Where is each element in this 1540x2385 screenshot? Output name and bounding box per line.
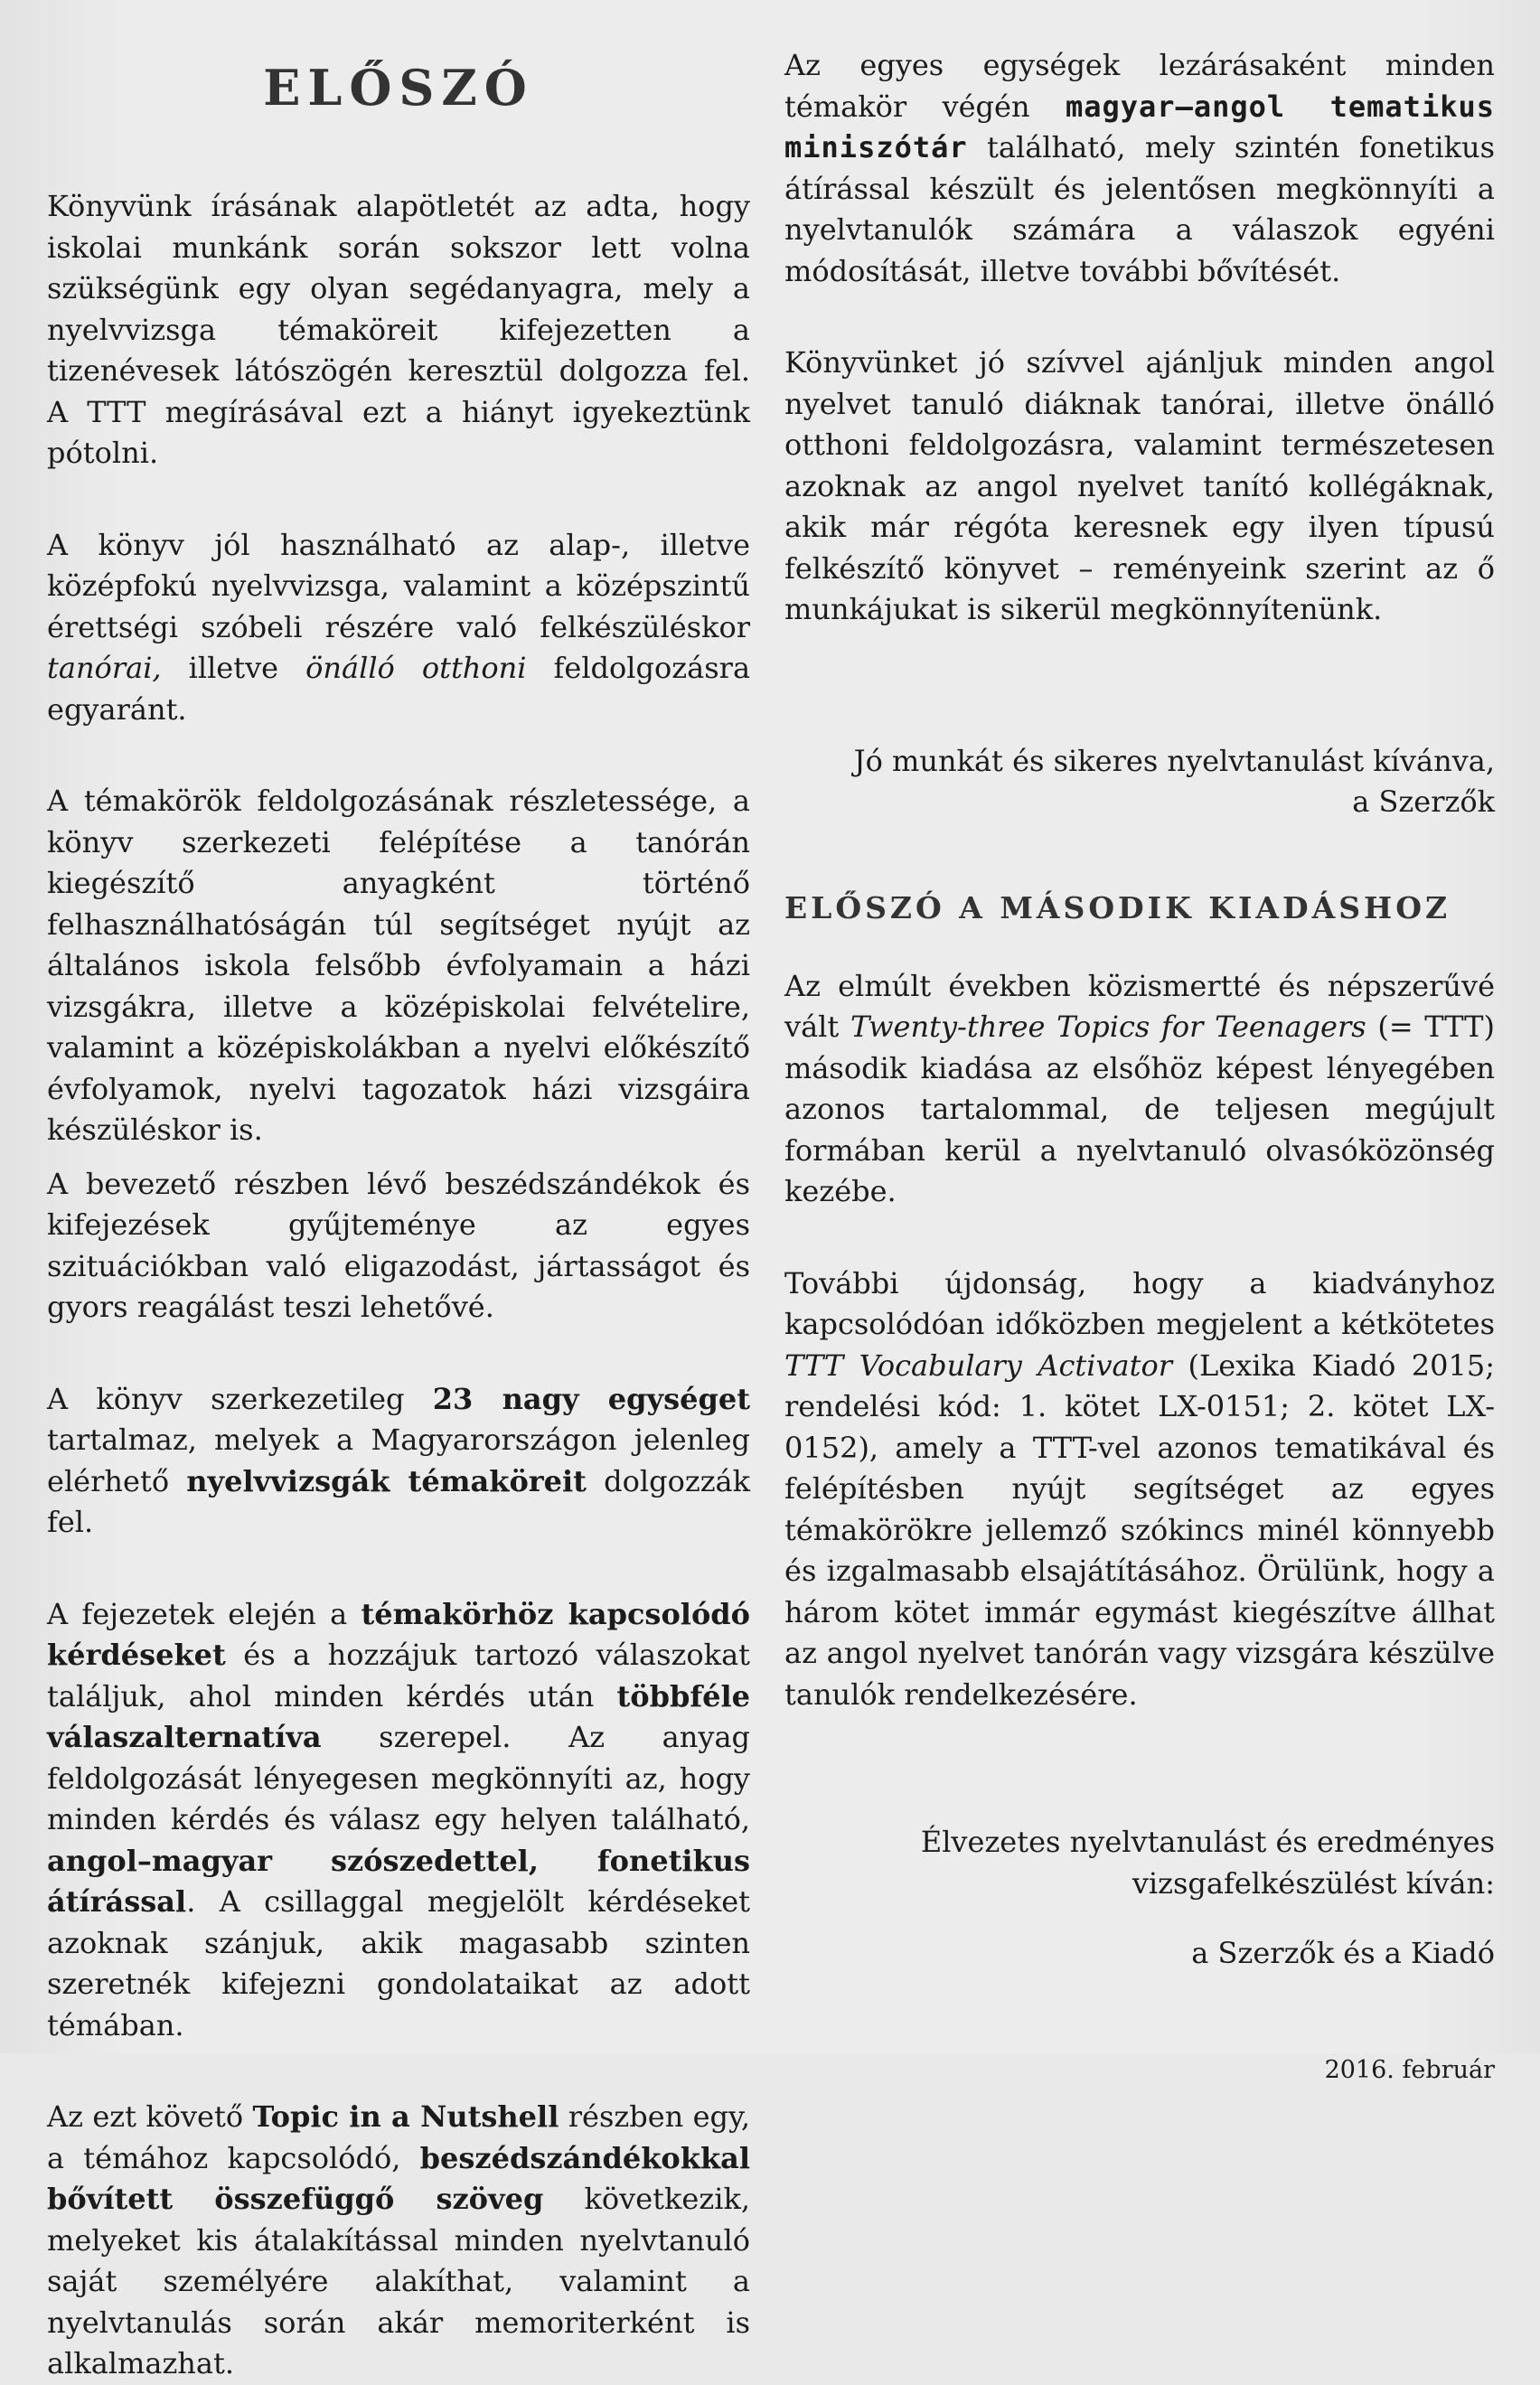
paragraph-structure: A témakörök feldolgozásának részletessége, a könyv szerkezeti felépítése a tanórán kiegészítő anyagként történő felhasználhatóságán túl segítséget nyújt az általános iskola felsőbb évfolyamain a házi vizsgákra, illetve a középiskolai felvételire, valamint a középiskolákban a nyelvi előkészítő évfolyamok, nyelvi tagozatok házi vizsgáira készüléskor is. (47, 784, 750, 1147)
paragraph-usage (47, 525, 750, 731)
paragraph-units (47, 1379, 750, 1544)
text: tartalmaz, melyek a Magyarországon jelenleg elérhető (47, 1423, 750, 1498)
text: Az elmúlt években közismertté és népszerűvé vált (784, 968, 1495, 1044)
text: További újdonság, hogy a kiadványhoz kapcsolódóan időközben megjelent a kétkötetes (784, 1265, 1495, 1341)
paragraph-chapters (47, 1594, 750, 2047)
section-subtitle: ELŐSZÓ A MÁSODIK KIADÁSHOZ (784, 889, 1451, 925)
text: illetve (161, 651, 306, 685)
text: szerepel. Az anyag feldolgozását lényegesen megkönnyíti az, hogy minden kérdés és válasz egy helyen található, (47, 1720, 750, 1836)
bold-text: magyar–angol tematikus miniszótár (784, 89, 1496, 164)
text: feldolgozásra egyaránt. (47, 651, 751, 727)
paragraph-recommendation: Könyvünket jó szívvel ajánljuk minden angol nyelvet tanuló diáknak tanórai, illetve önálló otthoni feldolgozásra, valamint természetesen azoknak az angol nyelvet tanító kollégáknak, akik már régóta keresnek egy ilyen típusú felkészítő könyvet – reményeink szerint az ő munkájukat is sikerül megkönnyítenünk. (784, 345, 1495, 626)
bold-text: témakörhöz kapcsolódó kérdéseket (47, 1596, 750, 1672)
text: következik, melyeket kis átalakítással minden nyelvtanuló saját személyére alakíthat, valamint a nyelvtanulás során akár memoriterként is alkalmazhat. (47, 2182, 751, 2380)
italic-text: tanórai, (47, 651, 162, 685)
paragraph-nutshell (47, 2097, 750, 2385)
date: 2016. február (1324, 2055, 1495, 2084)
text: található, mely szintén fonetikus átírással készült és jelentősen megkönnyíti a nyelvtanulók számára a válaszok egyéni módosítását, illetve további bővítését. (784, 130, 1495, 288)
italic-text: önálló otthoni (305, 651, 527, 685)
left-column (47, 47, 750, 2385)
bold-text: Topic in a Nutshell (252, 2099, 559, 2134)
text: (Lexika Kiadó 2015; rendelési kód: 1. kötet LX-0151; 2. kötet LX-0152), amely a TTT-vel azonos tematikával és felépítésben nyújt segítséget az egyes témakörökre jellemző szókincs minél könnyebb és izgalmasabb elsajátításához. Örülünk, hogy a három kötet immár egymást kiegészítve állhat az angol nyelvet tanórán vagy vizsgára készülve tanulók rendelkezésére. (784, 1347, 1496, 1712)
bold-text: beszédszándékokkal bővített összefüggő szöveg (47, 2140, 750, 2216)
text: A könyv jól használható az alap-, illetve középfokú nyelvvizsga, valamint a középszintű érettségi szóbeli részére való felkészüléskor (47, 527, 750, 644)
closing-first-line: Jó munkát és sikeres nyelvtanulást kívánva, (853, 743, 1495, 778)
text: Az ezt követő (47, 2099, 253, 2134)
text: . A csillaggal megjelölt kérdéseket azoknak szánjuk, akik magasabb szinten szeretnék kifejezni gondolataikat az adott témában. (47, 1884, 750, 2042)
paragraph-introduction-section: A bevezető részben lévő beszédszándékok és kifejezések gyűjteménye az egyes szituációkban való eligazodást, jártasságot és gyors reagálást teszi lehetővé. (47, 1166, 750, 1324)
bold-text: nyelvvizsgák témaköreit (186, 1463, 587, 1498)
bold-text: angol–magyar szószedettel, fonetikus átírással (47, 1843, 750, 1919)
paragraph-vocabulary-activator (784, 1263, 1495, 1716)
closing-second-line1: Élvezetes nyelvtanulást és eredményes (920, 1825, 1495, 1859)
closing-second-line2: vizsgafelkészülést kíván: (1132, 1865, 1495, 1901)
text: Az egyes egységek lezárásaként minden témakör végén (784, 48, 1495, 124)
text: A könyv szerkezetileg (47, 1381, 433, 1416)
text: dolgozzák fel. (47, 1463, 751, 1539)
bold-text: többféle válaszalternatíva (47, 1678, 750, 1754)
page-title: ELŐSZÓ (263, 59, 534, 117)
paragraph-dictionary (784, 45, 1495, 292)
closing-second-signature: a Szerzők és a Kiadó (1191, 1936, 1495, 1970)
right-column (784, 45, 1495, 2087)
text: A fejezetek elején a (47, 1596, 362, 1631)
text: és a hozzájuk tartozó válaszokat találjuk, ahol minden kérdés után (47, 1638, 750, 1714)
bold-text: 23 nagy egységet (432, 1381, 751, 1416)
paragraph-intro: Könyvünk írásának alapötletét az adta, hogy iskolai munkánk során sokszor lett volna szükségünk egy olyan segédanyagra, mely a nyelvvizsga témaköreit kifejezetten a tizenévesek látószögén keresztül dolgozza fel. A TTT megírásával ezt a hiányt igyekeztünk pótolni. (47, 189, 750, 470)
closing-first-signature: a Szerzők (1352, 784, 1495, 819)
paragraph-second-edition (784, 966, 1495, 1213)
text: részben egy, a témához kapcsolódó, (47, 2099, 751, 2175)
text: (= TTT) második kiadása az elsőhöz képest lényegében azonos tartalommal, de teljesen megújult formában kerül a nyelvtanuló olvasóközönség kezébe. (784, 1009, 1496, 1208)
italic-text: Twenty-three Topics for Teenagers (850, 1009, 1366, 1044)
italic-text: TTT Vocabulary Activator (784, 1347, 1173, 1383)
